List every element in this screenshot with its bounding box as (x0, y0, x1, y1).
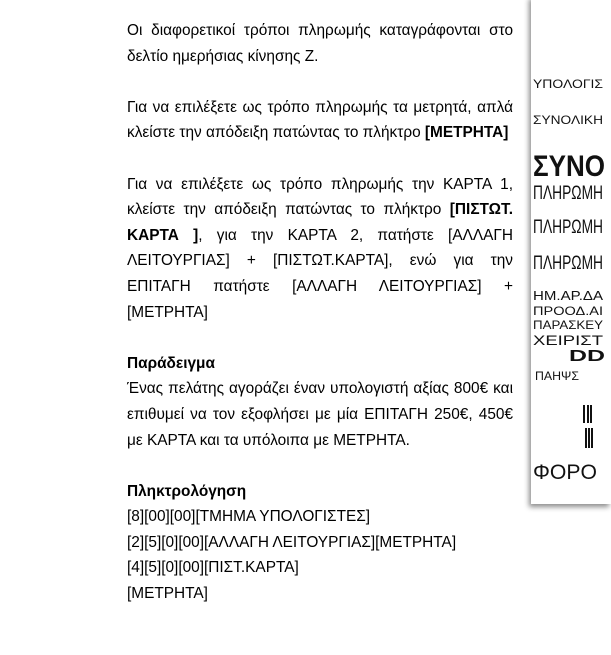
receipt-line-2: ΣΥΝΟΛΙΚΗ (533, 113, 603, 127)
receipt-line-13: ΦΟΡΟ (533, 461, 597, 484)
paragraph-keying (127, 479, 513, 607)
credit-card-key-label: [ΠΙΣΤΩΤ. ΚΑΡΤΑ ] (127, 201, 513, 244)
receipt-line-6: ΠΛΗΡΩΜΗ (533, 253, 603, 274)
keying-line: [ΜΕΤΡΗΤΑ] (127, 585, 208, 603)
keying-line: [2][5][0][00][ΑΛΛΑΓΗ ΛΕΙΤΟΥΡΓΙΑΣ][ΜΕΤΡΗΤΑ] (127, 533, 457, 551)
document-body (127, 18, 513, 607)
receipt-line-8: ΠΡΟΟΔ.ΑΙ (533, 304, 603, 318)
receipt-line-5: ΠΛΗΡΩΜΗ (533, 217, 603, 238)
receipt-mark (588, 428, 590, 448)
example-text: Ένας πελάτης αγοράζει έναν υπολογιστή αξίας 800€ και επιθυμεί να τον εξοφλήσει με μία ΕΠΙΤΑΓΗ 250€, 450€ με ΚΑΡΤΑ και τα υπόλοιπα με ΜΕΤΡΗΤΑ. (127, 380, 513, 449)
paragraph-cash (127, 95, 513, 146)
keying-line: [8][00][00][ΤΜΗΜΑ ΥΠΟΛΟΓΙΣΤΕΣ] (127, 508, 371, 526)
paragraph-z-report (127, 18, 513, 69)
receipt-line-10: ΧΕΙΡΙΣΤ (533, 332, 604, 348)
receipt-line-12: ΠΑΗΨΣ (535, 369, 579, 383)
receipt-printout (531, 0, 611, 504)
paragraph-card-continuation: , για την ΚΑΡΤΑ 2, πατήστε [ΑΛΛΑΓΗ ΛΕΙΤΟΥΡΓΙΑΣ] + [ΠΙΣΤΩΤ.ΚΑΡΤΑ], ενώ για την ΕΠΙΤΑΓΗ πατήστε [ΑΛΛΑΓΗ ΛΕΙΤΟΥΡΓΙΑΣ] + [ΜΕΤΡΗΤΑ] (127, 226, 513, 321)
receipt-line-4: ΠΛΗΡΩΜΗ (533, 183, 603, 204)
receipt-mark (587, 405, 589, 423)
receipt-mark (585, 428, 587, 448)
paragraph-cash-text: Για να επιλέξετε ως τρόπο πληρωμής τα μετρητά, απλά κλείστε την απόδειξη πατώντας το πλήκτρο (127, 98, 513, 142)
paragraph-z-report-text: Οι διαφορετικοί τρόποι πληρωμής καταγράφονται στο δελτίο ημερήσιας κίνησης Ζ. (127, 22, 513, 65)
example-heading: Παράδειγμα (127, 354, 215, 372)
receipt-line-11: DD (569, 348, 605, 365)
receipt-line-7: ΗΜ.ΑΡ.ΔΑ (533, 288, 604, 303)
paragraph-card-text: Για να επιλέξετε ως τρόπο πληρωμής την ΚΑΡΤΑ 1, κλείστε την απόδειξη πατώντας το πλήκτρο (127, 175, 513, 219)
receipt-line-9: ΠΑΡΑΣΚΕΥ (533, 318, 603, 332)
keying-heading: Πληκτρολόγηση (127, 482, 247, 500)
receipt-mark (590, 405, 592, 423)
receipt-line-3: ΣΥΝΟ (533, 150, 605, 183)
receipt-line-1: ΥΠΟΛΟΓΙΣ (533, 77, 603, 91)
receipt-mark (591, 428, 593, 448)
receipt-image (531, 0, 611, 504)
cash-key-label: [ΜΕΤΡΗΤΑ] (424, 124, 509, 142)
paragraph-card (127, 172, 513, 326)
receipt-mark (583, 405, 585, 423)
receipt-barcode-marks (583, 405, 593, 448)
paragraph-example (127, 351, 513, 453)
keying-line: [4][5][0][00][ΠΙΣΤ.ΚΑΡΤΑ] (127, 559, 299, 577)
